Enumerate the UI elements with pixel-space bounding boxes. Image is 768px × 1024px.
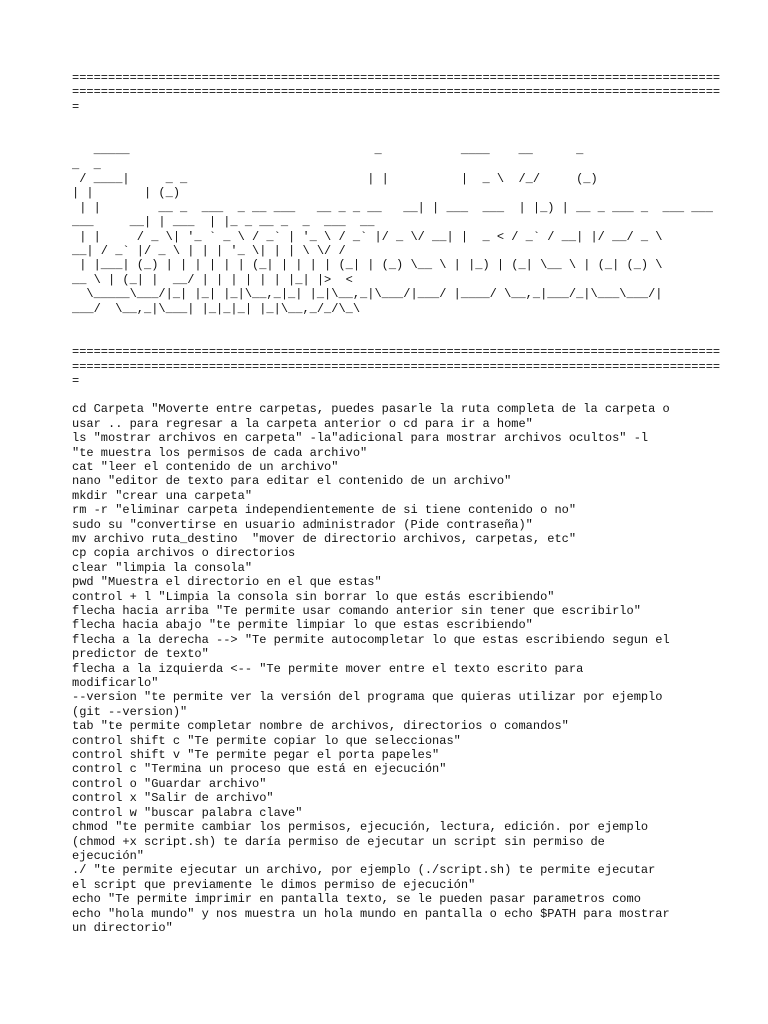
command-line: cat "leer el contenido de un archivo" (72, 459, 339, 474)
command-line: echo "Te permite imprimir en pantalla texto, se le pueden pasar parametros como (72, 892, 641, 907)
command-line: cd Carpeta "Moverte entre carpetas, puedes pasarle la ruta completa de la carpeta o (72, 402, 670, 417)
ascii-art-banner: _____ _ ____ __ _ _ _ / ____| _ _ | | | _ \ /_/ (_) | | | (_) | | __ _ ___ _ __ ___ __ _ _ __ __| | ___ ___ | |_) | __ _ ___ _ ___ ___ ___ __| | ___ | |_ _ __ _ _ ___ __ | | / _ \| '_ ` _ \ / _` | '_ \ / _` |/ _ \/ __| | _ < / _` / __| |/ __/ _ \ __| / _` |/ _ \ | | | '_ \| | | \ \/ / | |___| (_) | | | | | | (_| | | | | (_| | (_) \__ \ | |_) | (_| \__ \ | (_| (_) \ __ \ | (_| | __/ | | | | | | |_| |> < \_____\___/|_| |_| |_|\__,_|_| |_|\__,_|\___/|___/ |____/ \__,_|___/_|\___\___/| ___/ \__,_|\___| |_|_|_| |_|\__,_/_/\_\ (72, 143, 713, 316)
command-line: tab "te permite completar nombre de archivos, directorios o comandos" (72, 719, 569, 734)
command-line: flecha hacia arriba "Te permite usar comando anterior sin tener que escribirlo" (72, 604, 641, 618)
command-line: flecha a la derecha --> "Te permite autocompletar lo que estas escribiendo segun el (72, 632, 670, 647)
separator-top: ========================================================================================== ========================================================================================== = (72, 71, 721, 114)
command-line: control o "Guardar archivo" (72, 776, 267, 791)
command-line: control w "buscar palabra clave" (72, 805, 303, 820)
command-line: flecha hacia abajo "te permite limpiar lo que estas escribiendo" (72, 618, 533, 633)
command-line: mkdir "crear una carpeta" (72, 488, 253, 503)
command-line: el script que previamente le dimos permiso de ejecución" (72, 877, 476, 892)
command-line: control + l "Limpia la consola sin borrar lo que estás escribiendo" (72, 589, 555, 604)
document-page (72, 71, 721, 935)
command-line: control shift c "Te permite copiar lo que seleccionas" (72, 733, 461, 748)
command-line: echo "hola mundo" y nos muestra un hola mundo en pantalla o echo $PATH para mostrar (72, 906, 670, 921)
command-line: ls "mostrar archivos en carpeta" -la"adicional para mostrar archivos ocultos" -l (72, 431, 649, 446)
command-line: control x "Salir de archivo" (72, 791, 274, 806)
command-line: (git --version)" (72, 704, 188, 719)
command-line: mv archivo ruta_destino "mover de directorio archivos, carpetas, etc" (72, 531, 577, 546)
command-line: flecha a la izquierda <-- "Te permite mover entre el texto escrito para (72, 661, 584, 676)
command-line: un directorio" (72, 920, 173, 935)
command-line: chmod "te permite cambiar los permisos, ejecución, lectura, edición. por ejemplo (72, 820, 649, 835)
command-line: (chmod +x script.sh) te daría permiso de ejecutar un script sin permiso de (72, 834, 605, 849)
command-line: --version "te permite ver la versión del programa que quieras utilizar por ejemplo (72, 690, 663, 705)
command-line: "te muestra los permisos de cada archivo" (72, 445, 368, 460)
command-list (72, 402, 702, 935)
command-line: modificarlo" (72, 676, 159, 691)
command-line: clear "limpia la consola" (72, 560, 253, 575)
command-line: rm -r "eliminar carpeta independientemente de si tiene contenido o no" (72, 503, 577, 518)
command-line: ejecución" (72, 848, 145, 863)
command-line: nano "editor de texto para editar el contenido de un archivo" (72, 474, 512, 489)
command-line: predictor de texto" (72, 647, 209, 662)
command-line: sudo su "convertirse en usuario administrador (Pide contraseña)" (72, 517, 533, 532)
command-line: control c "Termina un proceso que está en ejecución" (72, 762, 447, 777)
command-line: pwd "Muestra el directorio en el que estas" (72, 575, 382, 590)
command-line: cp copia archivos o directorios (72, 546, 296, 561)
command-line: control shift v "Te permite pegar el porta papeles" (72, 748, 440, 763)
separator-middle: ========================================================================================== ========================================================================================== = (72, 345, 721, 388)
command-line: usar .. para regresar a la carpeta anterior o cd para ir a home" (72, 416, 533, 431)
command-line: ./ "te permite ejecutar un archivo, por ejemplo (./script.sh) te permite ejecutar (72, 863, 656, 878)
